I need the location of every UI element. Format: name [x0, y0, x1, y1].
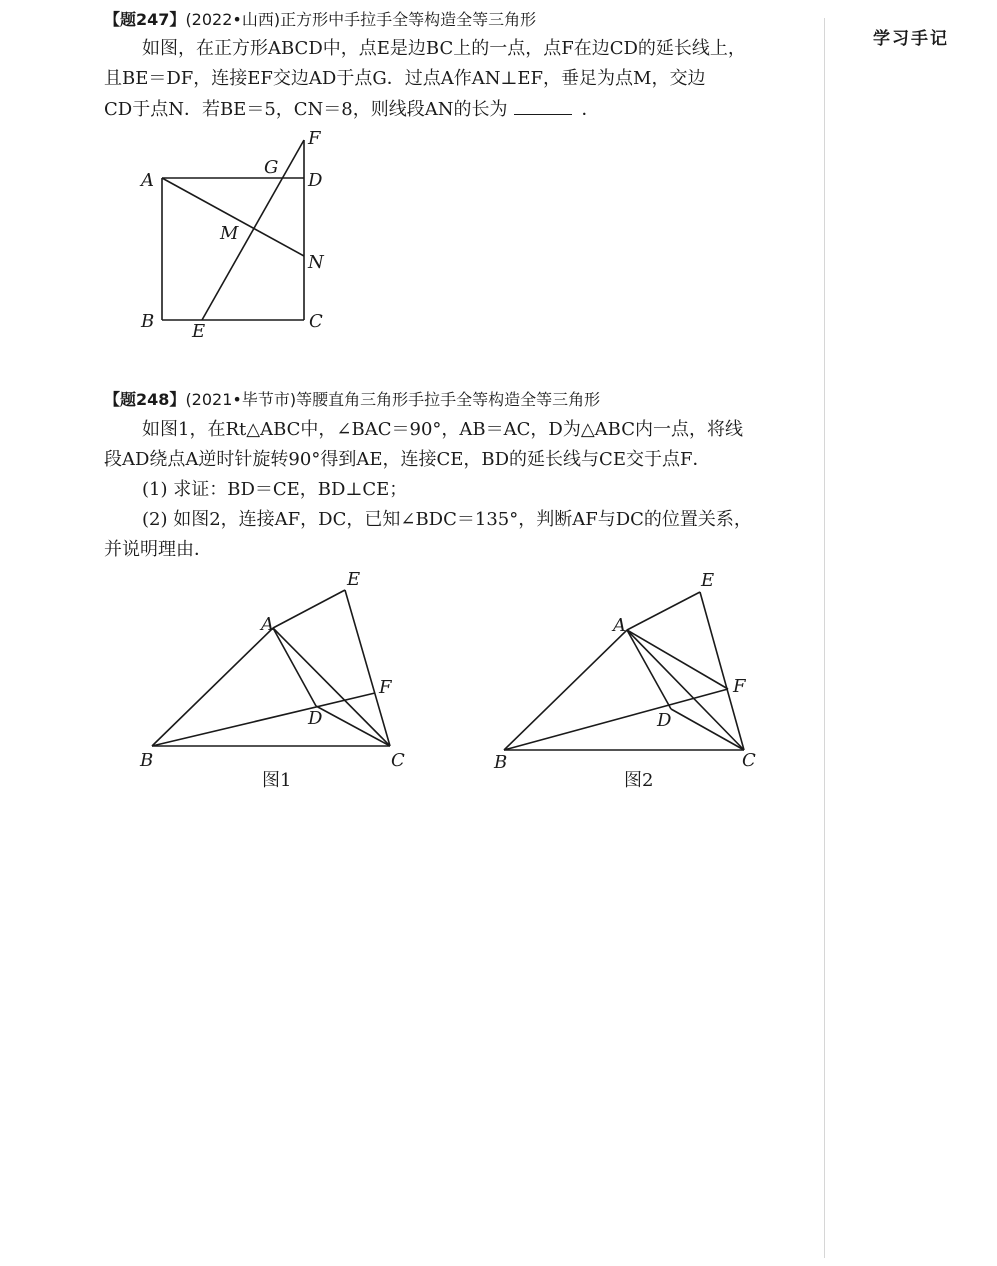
bracket-open: 【: [104, 390, 121, 409]
fig2-label-E: E: [701, 570, 715, 591]
problem-247-question: CD于点N．若BE＝5，CN＝8，则线段AN的长为: [104, 99, 508, 120]
fig1-label-C: C: [391, 750, 405, 771]
problem-247-label: 题247: [120, 10, 170, 29]
fig2-label-D: D: [657, 710, 672, 731]
fig1-label-A: A: [261, 614, 274, 635]
fig2-label-B: B: [494, 752, 508, 773]
fig2-segment-AE: [627, 592, 700, 630]
fig2-segment-DC: [671, 709, 744, 750]
end-mark: ．: [581, 99, 600, 120]
fig1-label-E: E: [347, 569, 361, 590]
label-M: M: [220, 223, 239, 244]
problem-247-line-2: 且BE＝DF，连接EF交边AD于点G．过点A作AN⊥EF，垂足为点M，交边: [104, 68, 706, 89]
label-E: E: [192, 321, 206, 342]
problem-248-topic: 等腰直角三角形手拉手全等构造全等三角形: [296, 390, 601, 409]
fig2-segment-AB: [504, 630, 627, 750]
problem-247-topic: 正方形中手拉手全等构造全等三角形: [280, 10, 537, 29]
problem-248-label: 题248: [120, 390, 170, 409]
label-A: A: [141, 170, 154, 191]
fig2-segment-BF: [504, 689, 728, 750]
label-D: D: [308, 170, 323, 191]
label-G: G: [264, 157, 279, 178]
fig1-caption: 图1: [262, 770, 292, 791]
bracket-close: 】: [169, 10, 186, 29]
fig1-label-B: B: [140, 750, 154, 771]
label-C: C: [309, 311, 323, 332]
fig2-label-C: C: [742, 750, 756, 771]
fig2-label-F: F: [733, 676, 746, 697]
study-notes-title: 学习手记: [873, 29, 949, 49]
problem-248-line-5: 并说明理由．: [104, 539, 212, 560]
problem-248-line-2: 段AD绕点A逆时针旋转90°得到AE，连接CE，BD的延长线与CE交于点F．: [104, 449, 711, 470]
problem-248-source: (2021•毕节市): [185, 390, 297, 409]
problem-248-line-1: 如图1，在Rt△ABC中，∠BAC＝90°，AB＝AC，D为△ABC内一点，将线: [142, 419, 744, 440]
bracket-close: 】: [169, 390, 186, 409]
fig2-label-A: A: [613, 615, 626, 636]
label-B: B: [141, 311, 155, 332]
fig1-label-D: D: [308, 708, 323, 729]
problem-248-part-2: (2) 如图2，连接AF，DC，已知∠BDC＝135°，判断AF与DC的位置关系，: [142, 509, 752, 530]
problem-247-line-1: 如图，在正方形ABCD中，点E是边BC上的一点，点F在边CD的延长线上，: [142, 38, 746, 59]
label-F: F: [308, 128, 321, 149]
label-N: N: [308, 252, 324, 273]
problem-247-source: (2022•山西): [185, 10, 281, 29]
problem-248-part-1: (1) 求证：BD＝CE，BD⊥CE；: [142, 479, 408, 500]
fig2-caption: 图2: [624, 770, 654, 791]
fig1-label-F: F: [379, 677, 392, 698]
bracket-open: 【: [104, 10, 121, 29]
